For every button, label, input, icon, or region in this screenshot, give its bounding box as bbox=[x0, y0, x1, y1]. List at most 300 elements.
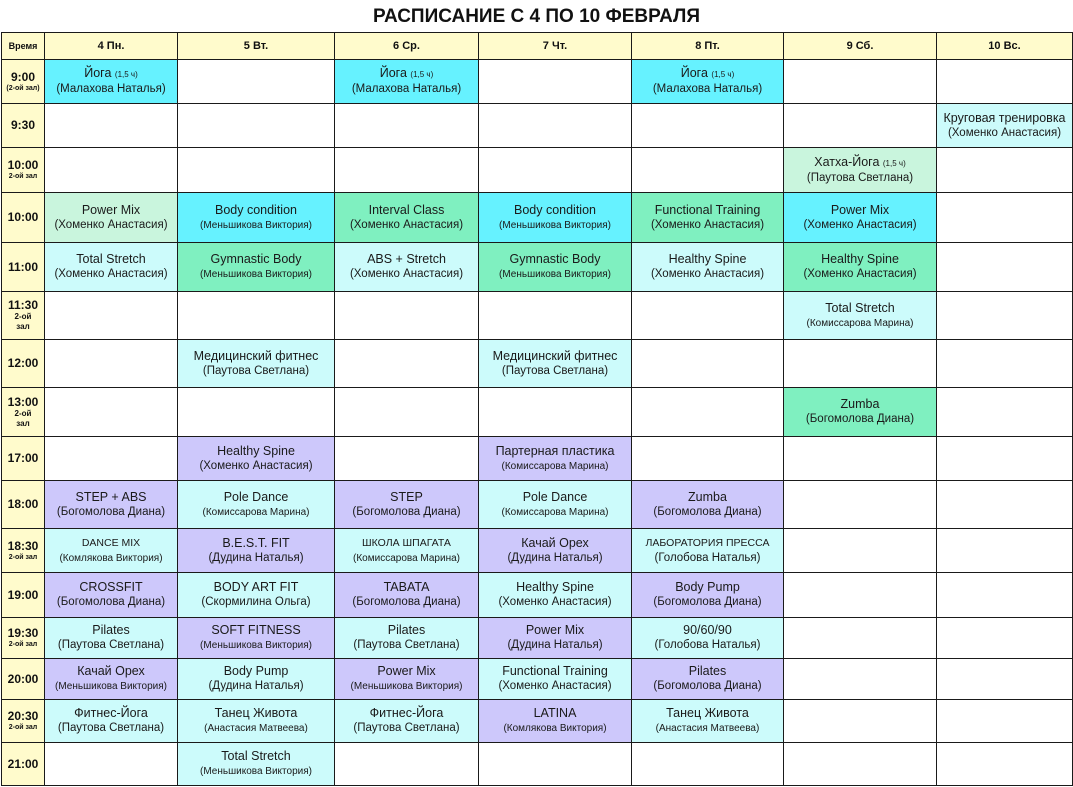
class-name bbox=[335, 664, 478, 679]
empty-cell bbox=[937, 659, 1073, 700]
class-cell bbox=[479, 243, 632, 292]
time-cell bbox=[2, 743, 45, 786]
empty-cell bbox=[632, 743, 784, 786]
class-name-text: Gymnastic Body bbox=[509, 252, 601, 266]
empty-cell bbox=[479, 104, 632, 148]
class-name-text: Body Pump bbox=[675, 580, 740, 594]
trainer-name: (Хоменко Анастасия) bbox=[54, 268, 168, 280]
class-name bbox=[335, 66, 478, 82]
time-label: 10:00 bbox=[7, 158, 39, 172]
class-name bbox=[178, 252, 334, 267]
class-cell bbox=[178, 700, 335, 743]
class-cell bbox=[178, 481, 335, 529]
time-cell bbox=[2, 104, 45, 148]
empty-cell bbox=[632, 148, 784, 193]
schedule-row bbox=[2, 618, 1073, 659]
trainer-name: (Богомолова Диана) bbox=[653, 680, 762, 692]
class-name bbox=[479, 664, 631, 679]
class-name bbox=[45, 66, 177, 82]
class-name-text: STEP + ABS bbox=[75, 489, 147, 504]
class-cell bbox=[784, 388, 937, 437]
empty-cell bbox=[45, 743, 178, 786]
class-name bbox=[45, 490, 177, 505]
class-name-text: Йога bbox=[680, 66, 708, 80]
class-name-text: Медицинский фитнес bbox=[492, 348, 618, 363]
class-cell bbox=[45, 243, 178, 292]
time-cell bbox=[2, 243, 45, 292]
schedule-row bbox=[2, 659, 1073, 700]
class-cell bbox=[479, 700, 632, 743]
class-cell bbox=[45, 700, 178, 743]
class-name-text: Танец Живота bbox=[214, 706, 298, 720]
trainer-name: (Паутова Светлана) bbox=[353, 722, 460, 734]
time-label: 10:00 bbox=[7, 210, 39, 224]
schedule-table bbox=[1, 32, 1073, 786]
time-label: 13:00 bbox=[7, 394, 39, 409]
class-cell bbox=[479, 618, 632, 659]
class-name-text: ШКОЛА ШПАГАТА bbox=[362, 536, 451, 549]
class-cell bbox=[479, 481, 632, 529]
class-name-text: Pole Dance bbox=[223, 489, 289, 504]
class-cell bbox=[178, 340, 335, 388]
schedule-row bbox=[2, 104, 1073, 148]
empty-cell bbox=[784, 340, 937, 388]
trainer-name: (Меньшикова Виктория) bbox=[200, 269, 312, 280]
class-name bbox=[632, 252, 783, 267]
empty-cell bbox=[45, 292, 178, 340]
empty-cell bbox=[784, 529, 937, 573]
class-name bbox=[335, 580, 478, 595]
class-name bbox=[178, 444, 334, 459]
class-name bbox=[632, 490, 783, 505]
schedule-row bbox=[2, 148, 1073, 193]
trainer-name: (Меньшикова Виктория) bbox=[499, 269, 611, 280]
class-name-text: Фитнес-Йога bbox=[74, 706, 148, 720]
header-row bbox=[2, 33, 1073, 60]
class-name-text: Total Stretch bbox=[221, 749, 291, 763]
time-cell bbox=[2, 292, 45, 340]
time-cell bbox=[2, 193, 45, 243]
trainer-name: (Паутова Светлана) bbox=[501, 364, 609, 377]
class-name bbox=[45, 252, 177, 267]
class-name bbox=[335, 490, 478, 505]
class-cell bbox=[632, 481, 784, 529]
class-cell bbox=[784, 148, 937, 193]
trainer-name: (Паутова Светлана) bbox=[57, 639, 165, 651]
page-title: РАСПИСАНИЕ С 4 ПО 10 ФЕВРАЛЯ bbox=[372, 6, 701, 27]
class-name bbox=[178, 349, 334, 364]
class-cell bbox=[632, 193, 784, 243]
trainer-name: (Анастасия Матвеева) bbox=[655, 723, 760, 734]
trainer-name: (Меньшикова Виктория) bbox=[200, 766, 312, 777]
trainer-name: (Дудина Наталья) bbox=[208, 680, 304, 692]
empty-cell bbox=[632, 437, 784, 481]
trainer-name: (Хоменко Анастасия) bbox=[650, 268, 765, 280]
class-cell bbox=[45, 193, 178, 243]
empty-cell bbox=[45, 148, 178, 193]
time-label: 9:30 bbox=[10, 118, 36, 132]
class-name-text: Zumba bbox=[688, 489, 727, 504]
empty-cell bbox=[178, 148, 335, 193]
empty-cell bbox=[479, 148, 632, 193]
class-name bbox=[632, 623, 783, 638]
empty-cell bbox=[937, 481, 1073, 529]
trainer-name: (Богомолова Диана) bbox=[653, 596, 762, 608]
class-name-text: Total Stretch bbox=[825, 300, 895, 315]
empty-cell bbox=[335, 437, 479, 481]
time-cell bbox=[2, 388, 45, 437]
class-name-text: Body Pump bbox=[223, 664, 289, 678]
class-name-text: Power Mix bbox=[377, 664, 436, 678]
class-name-text: Gymnastic Body bbox=[210, 252, 302, 266]
class-name bbox=[335, 623, 478, 638]
trainer-name: (Меньшикова Виктория) bbox=[499, 219, 611, 231]
empty-cell bbox=[937, 60, 1073, 104]
class-name bbox=[479, 349, 631, 364]
class-name-text: SOFT FITNESS bbox=[211, 623, 301, 637]
class-name-text: Pilates bbox=[688, 664, 727, 678]
class-name-text: STEP bbox=[390, 489, 423, 504]
empty-cell bbox=[784, 743, 937, 786]
empty-cell bbox=[937, 618, 1073, 659]
empty-cell bbox=[335, 292, 479, 340]
class-name-text: Медицинский фитнес bbox=[193, 348, 319, 363]
class-name-text: Pole Dance bbox=[522, 489, 588, 504]
class-name-text: Healthy Spine bbox=[516, 580, 594, 594]
class-cell bbox=[784, 193, 937, 243]
time-label: 11:00 bbox=[7, 259, 39, 274]
class-cell bbox=[784, 243, 937, 292]
day-header: 5 Вт. bbox=[178, 33, 335, 60]
time-label: 11:30 bbox=[7, 298, 39, 312]
class-cell bbox=[45, 481, 178, 529]
class-name bbox=[479, 536, 631, 551]
class-name-text: CROSSFIT bbox=[79, 580, 143, 594]
trainer-name: (Паутова Светлана) bbox=[202, 364, 310, 377]
schedule-row bbox=[2, 743, 1073, 786]
class-name bbox=[632, 66, 783, 82]
schedule-row bbox=[2, 243, 1073, 292]
trainer-name: (Дудина Наталья) bbox=[208, 551, 304, 564]
time-label: 12:00 bbox=[7, 356, 39, 370]
class-name bbox=[45, 623, 177, 638]
class-cell bbox=[479, 529, 632, 573]
empty-cell bbox=[937, 193, 1073, 243]
empty-cell bbox=[784, 60, 937, 104]
empty-cell bbox=[784, 700, 937, 743]
trainer-name: (Комиссарова Марина) bbox=[501, 460, 609, 472]
class-name bbox=[784, 155, 936, 171]
trainer-name: (Богомолова Диана) bbox=[56, 505, 166, 518]
class-name-text: Healthy Spine bbox=[668, 252, 747, 266]
trainer-name: (Хоменко Анастасия) bbox=[498, 680, 612, 692]
class-name bbox=[479, 203, 631, 218]
hall-note: зал bbox=[16, 418, 30, 428]
class-name bbox=[479, 490, 631, 505]
class-name bbox=[479, 252, 631, 267]
class-name bbox=[784, 252, 936, 267]
schedule-row bbox=[2, 193, 1073, 243]
class-name bbox=[335, 536, 478, 551]
time-label: 19:00 bbox=[7, 587, 39, 602]
class-name-text: Pilates bbox=[92, 623, 130, 637]
trainer-name: (Хоменко Анастасия) bbox=[803, 218, 917, 231]
class-name bbox=[479, 706, 631, 721]
empty-cell bbox=[937, 243, 1073, 292]
empty-cell bbox=[45, 388, 178, 437]
class-name bbox=[632, 203, 783, 218]
empty-cell bbox=[335, 388, 479, 437]
class-cell bbox=[479, 659, 632, 700]
hall-note: зал bbox=[16, 322, 30, 331]
schedule-row bbox=[2, 388, 1073, 437]
hall-note: 2-ой зал bbox=[8, 641, 38, 648]
empty-cell bbox=[784, 659, 937, 700]
class-name-text: Total Stretch bbox=[76, 252, 146, 266]
class-name bbox=[178, 490, 334, 505]
class-cell bbox=[178, 437, 335, 481]
class-cell bbox=[479, 437, 632, 481]
class-name bbox=[45, 203, 177, 218]
trainer-name: (Паутова Светлана) bbox=[57, 722, 165, 734]
empty-cell bbox=[479, 743, 632, 786]
class-name-text: BODY ART FIT bbox=[213, 580, 299, 594]
trainer-name: (Хоменко Анастасия) bbox=[349, 268, 464, 280]
class-name-text: Healthy Spine bbox=[217, 443, 295, 458]
schedule-row bbox=[2, 437, 1073, 481]
empty-cell bbox=[45, 437, 178, 481]
class-cell bbox=[335, 193, 479, 243]
empty-cell bbox=[335, 104, 479, 148]
time-cell bbox=[2, 700, 45, 743]
class-name bbox=[178, 203, 334, 218]
hall-note: 2-ой зал bbox=[8, 553, 38, 561]
trainer-name: (Скормилина Ольга) bbox=[201, 596, 311, 608]
class-name-text: Pilates bbox=[387, 623, 426, 637]
time-cell bbox=[2, 437, 45, 481]
trainer-name: (Меньшикова Виктория) bbox=[350, 681, 463, 692]
trainer-name: (Комлякова Виктория) bbox=[503, 723, 607, 734]
class-cell bbox=[335, 60, 479, 104]
class-name-text: LATINA bbox=[533, 706, 577, 720]
time-label: 18:00 bbox=[7, 497, 39, 511]
class-name bbox=[479, 623, 631, 638]
day-header: 4 Пн. bbox=[45, 33, 178, 60]
class-cell bbox=[45, 618, 178, 659]
class-name bbox=[784, 397, 936, 412]
empty-cell bbox=[178, 104, 335, 148]
class-name-text: Power Mix bbox=[525, 623, 585, 637]
class-name bbox=[178, 580, 334, 595]
class-name bbox=[178, 749, 334, 764]
trainer-name: (Хоменко Анастасия) bbox=[947, 126, 1062, 139]
class-name-text: Interval Class bbox=[368, 202, 445, 217]
trainer-name: (Хоменко Анастасия) bbox=[54, 218, 168, 231]
schedule-row bbox=[2, 60, 1073, 104]
day-header: 9 Сб. bbox=[784, 33, 937, 60]
class-cell bbox=[335, 573, 479, 618]
time-label: 19:30 bbox=[7, 626, 39, 640]
empty-cell bbox=[937, 148, 1073, 193]
class-cell bbox=[632, 573, 784, 618]
class-name bbox=[178, 664, 334, 679]
time-cell bbox=[2, 659, 45, 700]
class-cell bbox=[335, 481, 479, 529]
class-cell bbox=[335, 618, 479, 659]
class-name bbox=[784, 301, 936, 316]
class-name bbox=[45, 536, 177, 551]
class-cell bbox=[632, 243, 784, 292]
empty-cell bbox=[937, 437, 1073, 481]
trainer-name: (Комиссарова Марина) bbox=[353, 552, 460, 564]
class-cell bbox=[178, 659, 335, 700]
trainer-name: (Хоменко Анастасия) bbox=[199, 459, 313, 472]
class-name-text: Качай Орех bbox=[521, 535, 589, 550]
empty-cell bbox=[937, 743, 1073, 786]
day-header: 8 Пт. bbox=[632, 33, 784, 60]
class-name-text: Functional Training bbox=[654, 202, 761, 217]
trainer-name: (Дудина Наталья) bbox=[507, 639, 603, 651]
class-name-text: Zumba bbox=[840, 397, 880, 411]
trainer-name: (Паутова Светлана) bbox=[353, 639, 460, 651]
day-header: 6 Ср. bbox=[335, 33, 479, 60]
class-cell bbox=[479, 573, 632, 618]
class-name-text: Качай Орех bbox=[77, 664, 145, 678]
class-cell bbox=[632, 700, 784, 743]
class-name-text: Хатха-Йога bbox=[814, 154, 880, 169]
class-name-text: B.E.S.T. FIT bbox=[222, 535, 290, 550]
class-name bbox=[178, 536, 334, 551]
trainer-name: (Богомолова Диана) bbox=[653, 505, 762, 518]
trainer-name: (Богомолова Диана) bbox=[56, 596, 166, 608]
time-cell bbox=[2, 481, 45, 529]
class-duration: (1,5 ч) bbox=[882, 158, 906, 168]
schedule-row bbox=[2, 700, 1073, 743]
class-cell bbox=[45, 573, 178, 618]
class-name-text: Круговая тренировка bbox=[943, 110, 1066, 125]
class-cell bbox=[178, 573, 335, 618]
time-column-header: Время bbox=[2, 33, 45, 60]
empty-cell bbox=[784, 573, 937, 618]
trainer-name: (Меньшикова Виктория) bbox=[55, 681, 167, 692]
empty-cell bbox=[45, 104, 178, 148]
class-name bbox=[335, 252, 478, 267]
time-cell bbox=[2, 618, 45, 659]
trainer-name: (Хоменко Анастасия) bbox=[803, 268, 917, 280]
class-cell bbox=[479, 193, 632, 243]
class-cell bbox=[178, 618, 335, 659]
empty-cell bbox=[632, 340, 784, 388]
class-name bbox=[937, 111, 1072, 126]
time-cell bbox=[2, 148, 45, 193]
class-name-text: Body condition bbox=[214, 202, 297, 217]
class-name-text: Партерная пластика bbox=[495, 443, 615, 458]
time-cell bbox=[2, 573, 45, 618]
class-cell bbox=[178, 743, 335, 786]
time-cell bbox=[2, 60, 45, 104]
empty-cell bbox=[45, 340, 178, 388]
empty-cell bbox=[784, 618, 937, 659]
schedule-row bbox=[2, 529, 1073, 573]
empty-cell bbox=[784, 104, 937, 148]
empty-cell bbox=[784, 437, 937, 481]
empty-cell bbox=[479, 388, 632, 437]
empty-cell bbox=[178, 60, 335, 104]
day-header: 7 Чт. bbox=[479, 33, 632, 60]
time-label: 18:30 bbox=[7, 538, 39, 553]
time-label: 20:30 bbox=[7, 709, 39, 723]
class-cell bbox=[335, 700, 479, 743]
time-label: 21:00 bbox=[7, 756, 39, 771]
class-name-text: Healthy Spine bbox=[821, 252, 899, 266]
class-cell bbox=[178, 529, 335, 573]
trainer-name: (Богомолова Диана) bbox=[805, 413, 915, 425]
trainer-name: (Меньшикова Виктория) bbox=[200, 640, 312, 651]
class-cell bbox=[632, 659, 784, 700]
class-name-text: Functional Training bbox=[502, 664, 608, 678]
class-name-text: TABATA bbox=[383, 580, 430, 594]
trainer-name: (Комиссарова Марина) bbox=[501, 506, 609, 518]
class-cell bbox=[335, 529, 479, 573]
empty-cell bbox=[937, 573, 1073, 618]
class-name bbox=[784, 203, 936, 218]
class-name bbox=[45, 706, 177, 721]
trainer-name: (Голобова Наталья) bbox=[654, 639, 761, 651]
class-name bbox=[178, 706, 334, 721]
class-cell bbox=[784, 292, 937, 340]
class-name-text: Power Mix bbox=[81, 202, 141, 217]
time-cell bbox=[2, 529, 45, 573]
class-name bbox=[632, 664, 783, 679]
hall-note: 2-ой bbox=[14, 408, 32, 418]
class-cell bbox=[937, 104, 1073, 148]
class-name-text: Body condition bbox=[513, 202, 596, 217]
class-cell bbox=[479, 340, 632, 388]
class-cell bbox=[335, 659, 479, 700]
hall-note: (2-ой зал) bbox=[6, 84, 40, 92]
trainer-name: (Голобова Наталья) bbox=[654, 551, 761, 564]
empty-cell bbox=[479, 292, 632, 340]
class-name bbox=[632, 580, 783, 595]
class-name-text: Фитнес-Йога bbox=[369, 706, 444, 720]
day-header: 10 Вс. bbox=[937, 33, 1073, 60]
empty-cell bbox=[479, 60, 632, 104]
class-cell bbox=[178, 243, 335, 292]
class-cell bbox=[632, 618, 784, 659]
trainer-name: (Богомолова Диана) bbox=[352, 596, 461, 608]
empty-cell bbox=[178, 388, 335, 437]
class-name bbox=[632, 706, 783, 721]
trainer-name: (Комлякова Виктория) bbox=[59, 552, 163, 564]
class-name-text: ЛАБОРАТОРИЯ ПРЕССА bbox=[645, 536, 770, 549]
class-name bbox=[45, 580, 177, 595]
class-name bbox=[335, 706, 478, 721]
class-name-text: Power Mix bbox=[830, 202, 890, 217]
trainer-name: (Анастасия Матвеева) bbox=[204, 723, 308, 734]
trainer-name: (Хоменко Анастасия) bbox=[498, 596, 612, 608]
schedule-row bbox=[2, 292, 1073, 340]
empty-cell bbox=[335, 743, 479, 786]
hall-note: 2-ой зал bbox=[8, 173, 38, 180]
class-cell bbox=[632, 529, 784, 573]
class-name-text: DANCE MIX bbox=[81, 536, 141, 549]
empty-cell bbox=[784, 481, 937, 529]
class-name-text: Танец Живота bbox=[666, 706, 749, 720]
empty-cell bbox=[937, 340, 1073, 388]
trainer-name: (Малахова Наталья) bbox=[351, 83, 462, 95]
empty-cell bbox=[335, 340, 479, 388]
class-duration: (1,5 ч) bbox=[711, 70, 735, 79]
